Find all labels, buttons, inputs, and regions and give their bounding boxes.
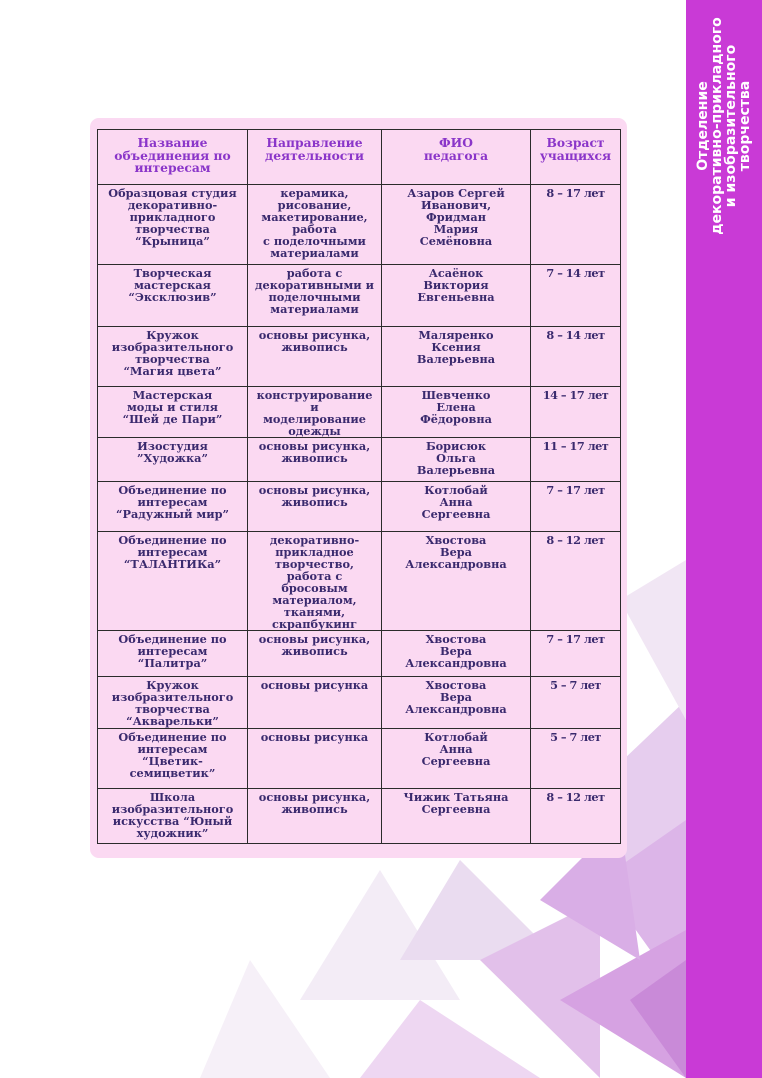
cell-direction: декоративно- прикладное творчество, работа с бросовым материалом, тканями, скрапбукинг xyxy=(248,532,382,631)
cell-name: Творческая мастерская “Эксклюзив” xyxy=(98,265,248,327)
table-row xyxy=(98,677,621,729)
cell-age: 14 – 17 лет xyxy=(531,387,621,438)
cell-teacher: Шевченко Елена Фёдоровна xyxy=(382,387,531,438)
cell-direction: основы рисунка, живопись xyxy=(248,438,382,482)
cell-direction: основы рисунка, живопись xyxy=(248,482,382,532)
cell-age: 7 – 17 лет xyxy=(531,631,621,677)
table-row xyxy=(98,631,621,677)
cell-teacher: Маляренко Ксения Валерьевна xyxy=(382,327,531,387)
cell-teacher: Хвостова Вера Александровна xyxy=(382,631,531,677)
cell-direction: основы рисунка xyxy=(248,729,382,789)
table-row xyxy=(98,482,621,532)
cell-teacher: Азаров Сергей Иванович, Фридман Мария Семёновна xyxy=(382,185,531,265)
cell-age: 8 – 12 лет xyxy=(531,789,621,844)
cell-name: Кружок изобразительного творчества “Магия цвета” xyxy=(98,327,248,387)
cell-direction: основы рисунка, живопись xyxy=(248,631,382,677)
groups-table xyxy=(97,129,621,844)
cell-name: Объединение по интересам “Цветик- семицветик” xyxy=(98,729,248,789)
cell-name: Объединение по интересам “Палитра” xyxy=(98,631,248,677)
cell-age: 11 – 17 лет xyxy=(531,438,621,482)
cell-direction: работа с декоративными и поделочными материалами xyxy=(248,265,382,327)
header-age: Возраст учащихся xyxy=(531,130,621,185)
cell-name: Образцовая студия декоративно- прикладного творчества “Крыница” xyxy=(98,185,248,265)
cell-age: 8 – 12 лет xyxy=(531,532,621,631)
cell-name: Объединение по интересам “Радужный мир” xyxy=(98,482,248,532)
table-header-row xyxy=(98,130,621,185)
table-row xyxy=(98,327,621,387)
cell-name: Объединение по интересам “ТАЛАНТИКа” xyxy=(98,532,248,631)
cell-teacher: Борисюк Ольга Валерьевна xyxy=(382,438,531,482)
cell-name: Изостудия ”Художка” xyxy=(98,438,248,482)
table-row xyxy=(98,438,621,482)
cell-age: 7 – 17 лет xyxy=(531,482,621,532)
cell-direction: основы рисунка xyxy=(248,677,382,729)
cell-direction: основы рисунка, живопись xyxy=(248,789,382,844)
table-row xyxy=(98,185,621,265)
table-row xyxy=(98,729,621,789)
cell-age: 7 – 14 лет xyxy=(531,265,621,327)
cell-age: 5 – 7 лет xyxy=(531,677,621,729)
cell-name: Мастерская моды и стиля “Шей де Пари” xyxy=(98,387,248,438)
cell-direction: конструирование и моделирование одежды xyxy=(248,387,382,438)
header-name: Название объединения по интересам xyxy=(98,130,248,185)
cell-direction: основы рисунка, живопись xyxy=(248,327,382,387)
cell-age: 5 – 7 лет xyxy=(531,729,621,789)
cell-teacher: Асаёнок Виктория Евгеньевна xyxy=(382,265,531,327)
header-direction: Направление деятельности xyxy=(248,130,382,185)
cell-teacher: Котлобай Анна Сергеевна xyxy=(382,482,531,532)
cell-name: Школа изобразительного искусства “Юный художник” xyxy=(98,789,248,844)
cell-teacher: Чижик Татьяна Сергеевна xyxy=(382,789,531,844)
cell-teacher: Хвостова Вера Александровна xyxy=(382,532,531,631)
table-row xyxy=(98,532,621,631)
cell-direction: керамика, рисование, макетирование, работа с поделочными материалами xyxy=(248,185,382,265)
cell-age: 8 – 17 лет xyxy=(531,185,621,265)
cell-age: 8 – 14 лет xyxy=(531,327,621,387)
table-row xyxy=(98,789,621,844)
cell-name: Кружок изобразительного творчества “Акварельки” xyxy=(98,677,248,729)
section-title: Отделение декоративно-прикладного и изобразительного творчества xyxy=(695,17,753,235)
cell-teacher: Хвостова Вера Александровна xyxy=(382,677,531,729)
cell-teacher: Котлобай Анна Сергеевна xyxy=(382,729,531,789)
header-teacher: ФИО педагога xyxy=(382,130,531,185)
table-row xyxy=(98,265,621,327)
table-row xyxy=(98,387,621,438)
